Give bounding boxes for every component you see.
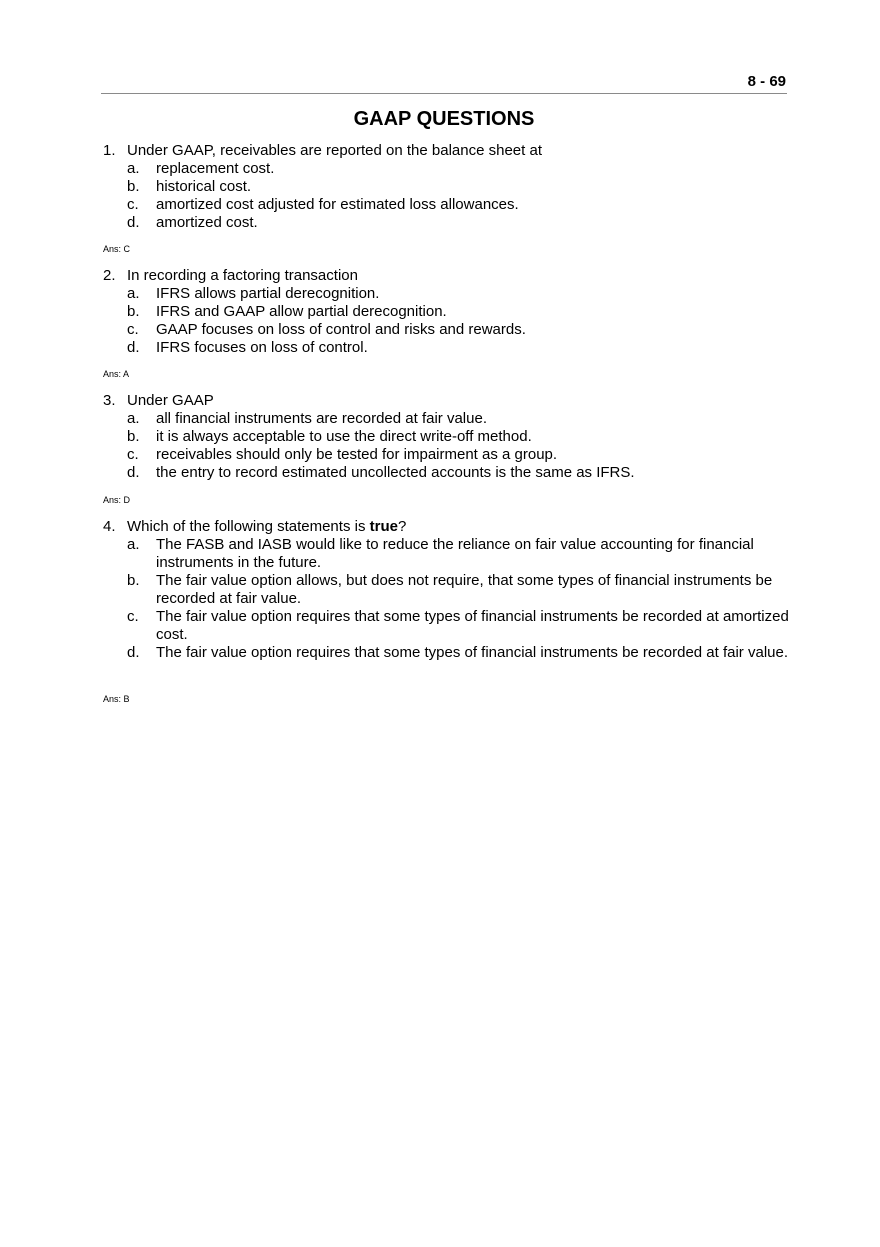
- option-letter: c.: [127, 321, 139, 338]
- option-letter: b.: [127, 572, 140, 589]
- option-text: the entry to record estimated uncollected accounts is the same as IFRS.: [156, 464, 635, 481]
- option-a: [103, 160, 789, 178]
- option-letter: b.: [127, 178, 140, 195]
- option-text: IFRS focuses on loss of control.: [156, 339, 368, 356]
- question-text: Which of the following statements is: [127, 518, 370, 535]
- option-letter: a.: [127, 160, 140, 177]
- option-d: [103, 339, 789, 357]
- question-number: 2.: [103, 267, 116, 284]
- option-text: receivables should only be tested for impairment as a group.: [156, 446, 558, 463]
- option-b: [103, 178, 789, 196]
- option-c: [103, 446, 789, 464]
- option-a: [103, 536, 789, 572]
- question-4: [103, 518, 789, 662]
- page-title: GAAP QUESTIONS: [353, 108, 535, 130]
- option-letter: c.: [127, 196, 139, 213]
- option-text: IFRS allows partial derecognition.: [156, 285, 380, 302]
- option-b: [103, 303, 789, 321]
- option-letter: a.: [127, 536, 140, 553]
- option-c: [103, 321, 789, 339]
- answer-2: Ans: A: [103, 369, 130, 379]
- question-text: Under GAAP, receivables are reported on the balance sheet at: [127, 142, 542, 159]
- option-text: The fair value option requires that some types of financial instruments be recorded at fair value.: [156, 644, 788, 661]
- answer-3: Ans: D: [103, 495, 131, 505]
- option-text: replacement cost.: [156, 160, 275, 177]
- option-letter: c.: [127, 446, 139, 463]
- option-a: [103, 410, 789, 428]
- option-letter: a.: [127, 410, 140, 427]
- option-text: The FASB and IASB would like to reduce the reliance on fair value accounting for financial instruments in the future.: [156, 536, 754, 571]
- option-letter: d.: [127, 339, 140, 356]
- option-letter: c.: [127, 608, 139, 625]
- question-3: [103, 392, 789, 482]
- option-text: all financial instruments are recorded at fair value.: [156, 410, 487, 427]
- option-letter: d.: [127, 214, 140, 231]
- question-number: 1.: [103, 142, 116, 159]
- question-number: 3.: [103, 392, 116, 409]
- option-letter: d.: [127, 464, 140, 481]
- option-c: [103, 608, 789, 644]
- page-number: 8 - 69: [747, 73, 786, 90]
- option-text: amortized cost adjusted for estimated loss allowances.: [156, 196, 519, 213]
- question-text: Under GAAP: [127, 392, 214, 409]
- option-letter: b.: [127, 428, 140, 445]
- question-text: In recording a factoring transaction: [127, 267, 358, 284]
- question-stem: [103, 392, 789, 410]
- option-text: IFRS and GAAP allow partial derecognition.: [156, 303, 447, 320]
- question-stem: [103, 267, 789, 285]
- question-emphasis: true: [369, 518, 398, 535]
- option-d: [103, 464, 789, 482]
- option-c: [103, 196, 789, 214]
- option-text: The fair value option allows, but does not require, that some types of financial instruments be recorded at fair value.: [156, 572, 773, 607]
- question-stem: [103, 142, 789, 160]
- header-divider: [101, 93, 787, 94]
- option-b: [103, 572, 789, 608]
- question-stem: [103, 518, 789, 536]
- answer-1: Ans: C: [103, 244, 131, 254]
- option-b: [103, 428, 789, 446]
- option-letter: d.: [127, 644, 140, 661]
- option-letter: a.: [127, 285, 140, 302]
- option-d: [103, 644, 789, 662]
- option-text: GAAP focuses on loss of control and risks and rewards.: [156, 321, 526, 338]
- question-1: [103, 142, 789, 232]
- option-text: historical cost.: [156, 178, 252, 195]
- answer-4: Ans: B: [103, 694, 130, 704]
- question-2: [103, 267, 789, 357]
- option-a: [103, 285, 789, 303]
- option-d: [103, 214, 789, 232]
- option-letter: b.: [127, 303, 140, 320]
- option-text: it is always acceptable to use the direct write-off method.: [156, 428, 532, 445]
- option-text: The fair value option requires that some types of financial instruments be recorded at amortized cost.: [156, 608, 789, 643]
- question-number: 4.: [103, 518, 116, 535]
- option-text: amortized cost.: [156, 214, 258, 231]
- question-text-end: ?: [397, 518, 407, 535]
